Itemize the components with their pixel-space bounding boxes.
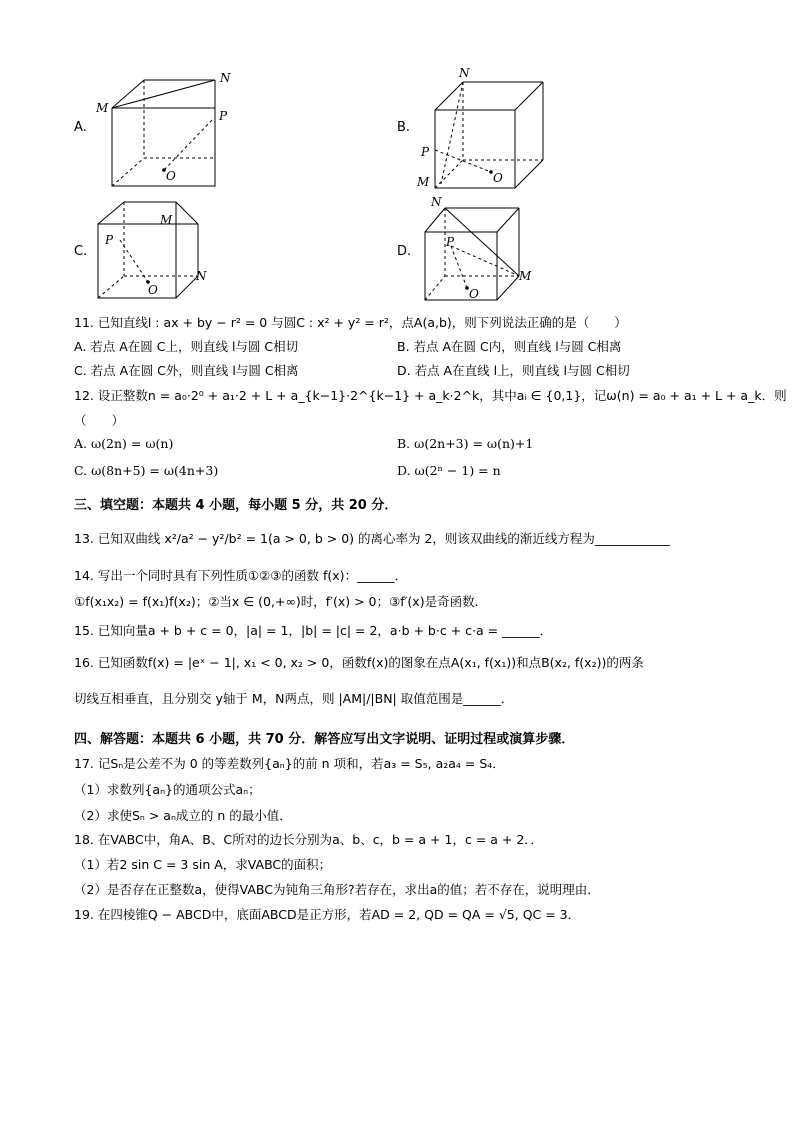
cube-figure-d: [415, 194, 545, 306]
label-p: P: [105, 233, 114, 247]
q11-option-a: A. 若点 A在圆 C上，则直线 l与圆 C相切: [74, 339, 299, 354]
label-n: N: [459, 66, 470, 80]
label-o: O: [148, 283, 158, 297]
label-o: O: [166, 169, 176, 183]
q11-stem: 11. 已知直线l : ax + by − r² = 0 与圆C : x² + y² = r²，点A(a,b)，则下列说法正确的是（ ）: [74, 315, 627, 330]
q15: 15. 已知向量a + b + c = 0，|a| = 1，|b| = |c| = 2，a·b + b·c + c·a = ______．: [74, 623, 553, 638]
label-m: M: [96, 101, 109, 115]
label-m: M: [417, 175, 430, 189]
label-n: N: [431, 195, 442, 209]
label-p: P: [219, 109, 228, 123]
option-b-letter: B.: [397, 120, 411, 135]
label-n: N: [196, 269, 207, 283]
label-o: O: [493, 171, 503, 185]
label-m: M: [519, 269, 532, 283]
label-p: P: [446, 235, 455, 249]
q14-properties: ①f(x₁x₂) = f(x₁)f(x₂)；②当x ∈ (0,+∞)时，f′(x) > 0；③f′(x)是奇函数．: [74, 594, 488, 609]
section-4-heading: 四、解答题：本题共 6 小题，共 70 分．解答应写出文字说明、证明过程或演算步骤．: [74, 732, 575, 747]
q11-option-b: B. 若点 A在圆 C内，则直线 l与圆 C相离: [397, 339, 622, 354]
option-d-letter: D.: [397, 244, 412, 259]
q11-option-d: D. 若点 A在直线 l上，则直线 l与圆 C相切: [397, 363, 630, 378]
q12-option-d: D. ω(2ⁿ − 1) = n: [397, 463, 501, 478]
label-m: M: [160, 213, 173, 227]
q16-line2: 切线互相垂直，且分别交 y轴于 M，N两点，则 |AM|/|BN| 取值范围是______．: [74, 691, 514, 706]
q17-part1: （1）求数列{aₙ}的通项公式aₙ；: [74, 782, 261, 797]
q11-option-c: C. 若点 A在圆 C外，则直线 l与圆 C相离: [74, 363, 299, 378]
q12-option-a: A. ω(2n) = ω(n): [74, 436, 174, 451]
q14-stem: 14. 写出一个同时具有下列性质①②③的函数 f(x)：______．: [74, 568, 407, 583]
q19-stem: 19. 在四棱锥Q − ABCD中，底面ABCD是正方形，若AD = 2, QD = QA = √5, QC = 3．: [74, 907, 581, 922]
label-o: O: [469, 287, 479, 301]
label-p: P: [421, 145, 430, 159]
cube-figure-b: [415, 64, 555, 192]
label-n: N: [220, 71, 231, 85]
q18-part1: （1）若2 sin C = 3 sin A，求VABC的面积；: [74, 857, 332, 872]
cube-figure-a: [92, 70, 242, 190]
q12-paren: （ ）: [74, 413, 125, 428]
q17-stem: 17. 记Sₙ是公差不为 0 的等差数列{aₙ}的前 n 项和，若a₃ = S₅, a₂a₄ = S₄．: [74, 756, 505, 771]
q16-line1: 16. 已知函数f(x) = |eˣ − 1|, x₁ < 0, x₂ > 0，函数f(x)的图象在点A(x₁, f(x₁))和点B(x₂, f(x₂))的两条: [74, 655, 644, 670]
q18-part2: （2）是否存在正整数a，使得VABC为钝角三角形?若存在，求出a的值；若不存在，说明理由．: [74, 882, 600, 897]
cube-figure-c: [92, 196, 222, 306]
q18-stem: 18. 在VABC中，角A、B、C所对的边长分别为a、b、c，b = a + 1，c = a + 2．．: [74, 832, 544, 847]
option-c-letter: C.: [74, 244, 88, 259]
q17-part2: （2）求使Sₙ > aₙ成立的 n 的最小值．: [74, 808, 292, 823]
q12-option-b: B. ω(2n+3) = ω(n)+1: [397, 436, 534, 451]
q12-stem: 12. 设正整数n = a₀·2⁰ + a₁·2 + L + a_{k−1}·2^{k−1} + a_k·2^k，其中aᵢ ∈ {0,1}，记ω(n) = a₀ + a₁ + L + a_k．则: [74, 388, 787, 403]
option-a-letter: A.: [74, 120, 87, 135]
q13: 13. 已知双曲线 x²/a² − y²/b² = 1(a > 0, b > 0) 的离心率为 2，则该双曲线的渐近线方程为____________: [74, 531, 670, 546]
q12-option-c: C. ω(8n+5) = ω(4n+3): [74, 463, 219, 478]
section-3-heading: 三、填空题：本题共 4 小题，每小题 5 分，共 20 分．: [74, 498, 398, 513]
